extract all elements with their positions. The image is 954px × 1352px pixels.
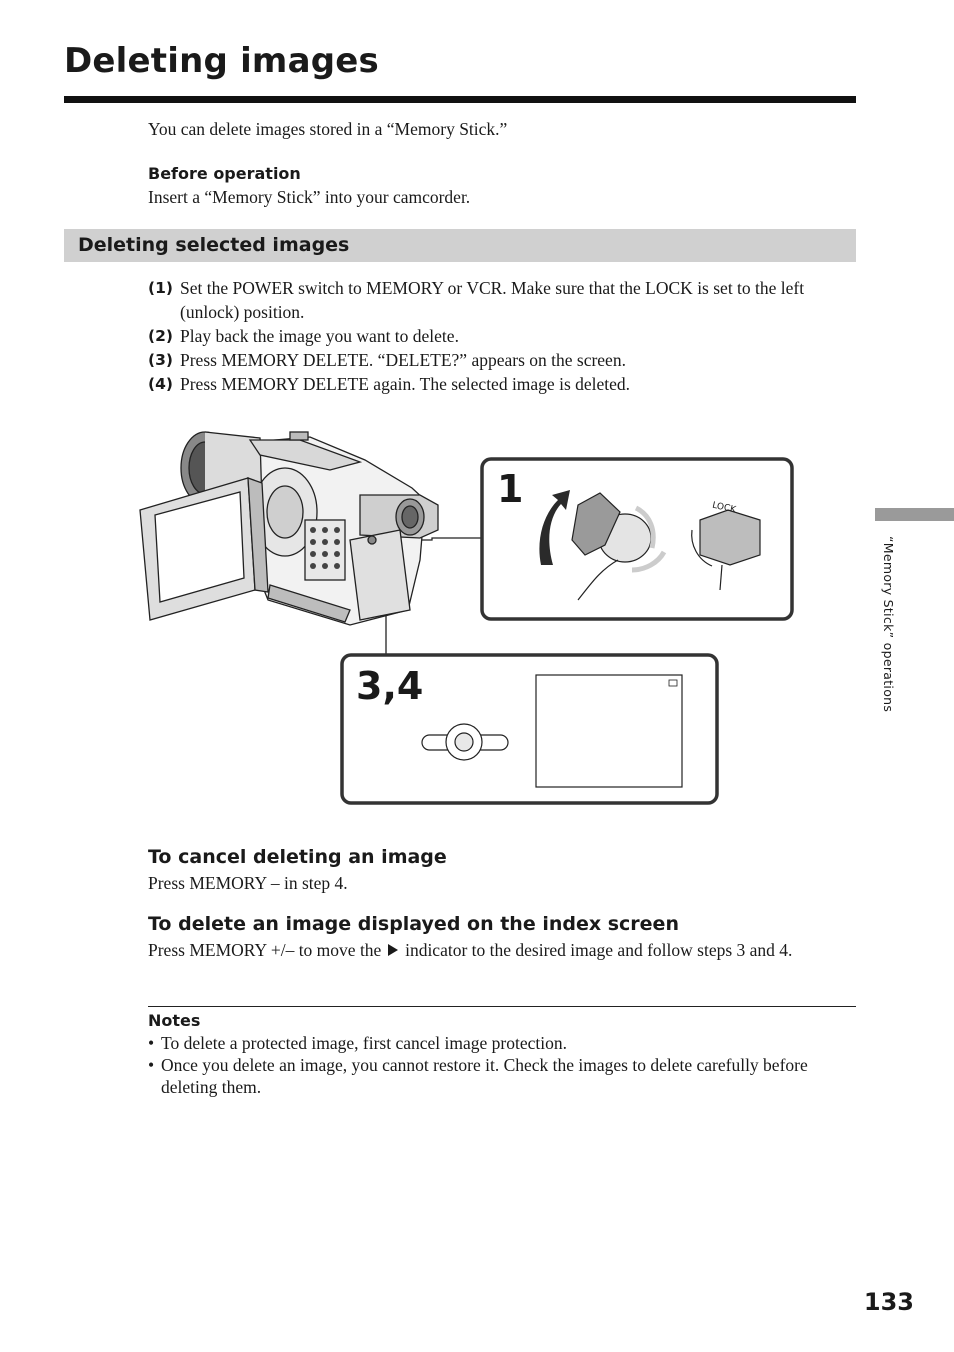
cancel-heading: To cancel deleting an image (148, 846, 447, 868)
section-heading: Deleting selected images (78, 234, 350, 256)
step-number: (1) (148, 279, 173, 297)
play-indicator-icon (388, 944, 398, 956)
note-item (148, 1054, 858, 1098)
index-delete-heading: To delete an image displayed on the index screen (148, 913, 679, 935)
before-operation-text: Insert a “Memory Stick” into your camcorder. (148, 187, 471, 207)
index-delete-text-before: Press MEMORY +/– to move the (148, 940, 382, 960)
note-text: To delete a protected image, first cancel image protection. (161, 1033, 567, 1053)
page-title: Deleting images (64, 41, 379, 81)
side-tab-marker (875, 508, 954, 521)
lock-switch (700, 510, 760, 565)
cancel-text: Press MEMORY – in step 4. (148, 873, 348, 893)
step-text: Play back the image you want to delete. (180, 326, 459, 346)
step-number: (3) (148, 351, 173, 369)
note-text: Once you delete an image, you cannot restore it. Check the images to delete carefully before deleting them. (161, 1055, 808, 1097)
figure-label-34: 3,4 (356, 664, 424, 708)
step-number: (4) (148, 375, 173, 393)
before-operation-heading: Before operation (148, 164, 301, 183)
index-delete-text-after: indicator to the desired image and follow steps 3 and 4. (405, 940, 793, 960)
figure-label-1: 1 (497, 467, 524, 511)
notes-list (148, 1032, 858, 1098)
step-text: Set the POWER switch to MEMORY or VCR. Make sure that the LOCK is set to the left (unlock) position. (180, 278, 805, 322)
step-text: Press MEMORY DELETE again. The selected image is deleted. (180, 374, 631, 394)
notes-rule (148, 1006, 856, 1007)
index-delete-text (148, 939, 848, 961)
notes-heading: Notes (148, 1011, 201, 1030)
lcd-preview-screen (536, 675, 682, 787)
lock-label: LOCK (711, 500, 737, 516)
side-tab-label: “Memory Stick” operations (881, 536, 896, 713)
intro-text: You can delete images stored in a “Memory Stick.” (148, 119, 508, 139)
page-number: 133 (863, 1288, 914, 1316)
bullet-icon: • (148, 1033, 155, 1053)
step-text: Press MEMORY DELETE. “DELETE?” appears on the screen. (180, 350, 626, 370)
bullet-icon: • (148, 1055, 155, 1075)
note-item (148, 1032, 858, 1054)
step-number: (2) (148, 327, 173, 345)
